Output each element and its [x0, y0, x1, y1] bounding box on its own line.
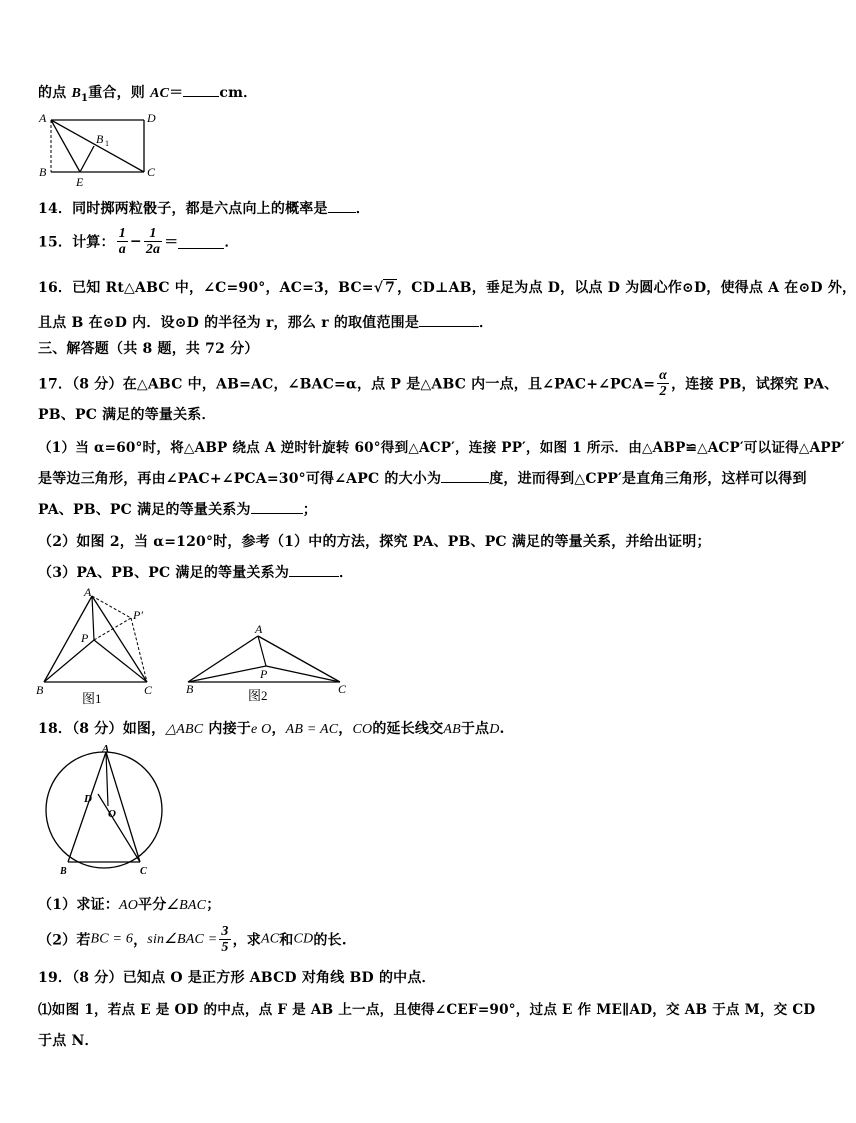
- fig1-caption: 图1: [82, 691, 102, 706]
- fig2-caption: 图2: [248, 688, 268, 703]
- sqrt-symbol: √: [373, 280, 384, 296]
- label-C: C: [140, 866, 147, 877]
- label-B: B: [186, 682, 194, 696]
- question-17-part-1-line-1: （1）当 α=60°时，将△ABP 绕点 A 逆时针旋转 60°得到△ACP′，连接 PP′，如图 1 所示．由△ABP≌△ACP′可以证得△APP′: [38, 440, 845, 456]
- question-16-line-1: 16．已知 Rt△ABC 中，∠C=90°，AC=3，BC=√ 7 ，CD⊥AB，垂足为点 D，以点 D 为圆心作⊙D，使得点 A 在⊙D 外，: [38, 280, 856, 296]
- label-A: A: [84, 585, 92, 599]
- answer-blank[interactable]: [251, 499, 303, 514]
- label-C: C: [144, 683, 153, 697]
- question-19-line-2: ⑴如图 1，若点 E 是 OD 的中点，点 F 是 AB 上一点，且使得∠CEF=90°，过点 E 作 ME∥AD，交 AB 于点 M，交 CD: [38, 1002, 816, 1018]
- label-A: A: [39, 111, 47, 125]
- question-17-part-1-line-3: PA、PB、PC 满足的等量关系为 ；: [38, 499, 317, 519]
- question-14: 14．同时掷两粒骰子，都是六点向上的概率是 ．: [38, 198, 370, 218]
- label-P-prime: P′: [133, 608, 143, 622]
- answer-blank[interactable]: [441, 468, 489, 483]
- question-19-line-3: 于点 N．: [38, 1033, 99, 1049]
- question-17-part-1-line-2: 是等边三角形，再由∠PAC+∠PCA=30°可得∠APC 的大小为 度，进而得到△CPP′是直角三角形，这样可以得到: [38, 468, 807, 488]
- label-A: A: [255, 622, 263, 636]
- question-15: 15．计算： $\frac{1}{a}$ − $\frac{1}{2a}$ ＝ ．: [38, 226, 239, 257]
- q13-tail-line: 的点 $B_1$重合，则 AC＝ cm．: [38, 82, 257, 104]
- fraction-alpha-over-2: $\frac{\alpha}{2}$: [659, 368, 668, 399]
- label-C: C: [338, 682, 347, 696]
- answer-blank[interactable]: [178, 234, 224, 249]
- question-17-part-2: （2）如图 2，当 α=120°时，参考（1）中的方法，探究 PA、PB、PC 满足的等量关系，并给出证明；: [38, 534, 711, 550]
- fig13-rectangle-diagram: [36, 108, 166, 190]
- label-B: B: [60, 866, 67, 877]
- answer-blank[interactable]: [419, 312, 479, 327]
- label-E: E: [76, 175, 84, 189]
- question-17-line-2: PB、PC 满足的等量关系．: [38, 407, 216, 423]
- label-B: B: [36, 683, 44, 697]
- answer-blank[interactable]: [289, 562, 339, 577]
- question-19-line-1: 19．（8 分）已知点 O 是正方形 ABCD 对角线 BD 的中点．: [38, 970, 436, 986]
- question-16-line-2: 且点 B 在⊙D 内．设⊙D 的半径为 r，那么 r 的取值范围是 ．: [38, 312, 493, 332]
- question-18: 18．（8 分）如图，△ABC 内接于e O，AB = AC，CO的延长线交AB于点D.: [38, 721, 505, 737]
- fraction-1-over-a: $\frac{1}{a}$: [118, 226, 126, 257]
- fig2-triangle-diagram: [180, 620, 355, 706]
- label-P: P: [260, 667, 268, 681]
- fig18-circle-diagram: [40, 744, 170, 878]
- label-D: D: [84, 793, 92, 805]
- fraction-3-over-5: $\frac{3}{5}$: [221, 924, 229, 955]
- answer-blank[interactable]: [328, 198, 356, 213]
- label-P: P: [81, 631, 89, 645]
- question-17-part-3: （3）PA、PB、PC 满足的等量关系为 ．: [38, 562, 353, 582]
- label-C: C: [147, 165, 156, 179]
- question-18-part-2: （2）若BC = 6，sin∠BAC = $\frac{3}{5}$ ，求AC和CD的长.: [38, 924, 347, 955]
- label-B: B: [39, 165, 47, 179]
- question-17-line-1: 17．（8 分）在△ABC 中，AB=AC，∠BAC=α，点 P 是△ABC 内一点，且∠PAC+∠PCA= $\frac{\alpha}{2}$ ，连接 PB，试探究 PA、: [38, 368, 839, 399]
- question-18-part-1: （1）求证：AO平分∠BAC；: [38, 897, 221, 913]
- fig1-triangle-diagram: [34, 584, 164, 708]
- answer-blank[interactable]: [183, 82, 219, 97]
- label-D: D: [147, 111, 156, 125]
- section-3-heading: 三、解答题（共 8 题，共 72 分）: [38, 341, 259, 357]
- label-A: A: [102, 743, 110, 755]
- label-O: O: [108, 808, 116, 820]
- label-B1-sub: 1: [105, 139, 109, 148]
- fraction-1-over-2a: $\frac{1}{2a}$: [145, 226, 161, 257]
- label-B1: B: [96, 132, 104, 146]
